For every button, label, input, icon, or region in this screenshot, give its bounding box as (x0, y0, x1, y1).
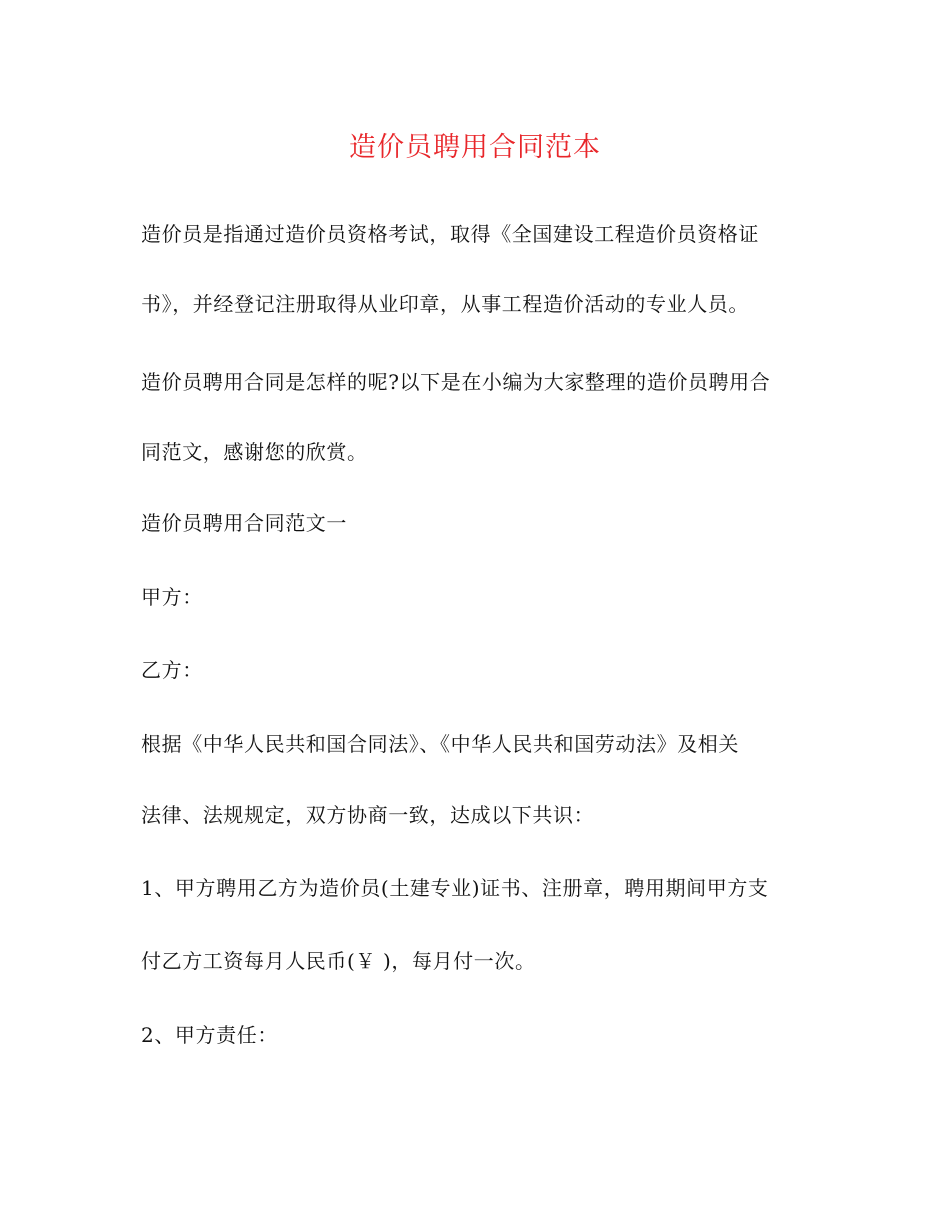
section-heading: 造价员聘用合同范文一 (141, 511, 347, 535)
clause-1-line-2: 付乙方工资每月人民币(￥ )，每月付一次。 (141, 949, 536, 973)
clause-1-line-1: 1、甲方聘用乙方为造价员(土建专业)证书、注册章，聘用期间甲方支 (141, 876, 769, 900)
clause-2-heading: 2、甲方责任： (141, 1023, 278, 1047)
party-a-label: 甲方： (141, 585, 203, 609)
party-b-label: 乙方： (141, 658, 203, 682)
paragraph-line-2: 书》，并经登记注册取得从业印章，从事工程造价活动的专业人员。 (141, 292, 749, 316)
paragraph-line-1: 造价员是指通过造价员资格考试，取得《全国建设工程造价员资格证 (141, 222, 759, 246)
paragraph-line-4: 同范文，感谢您的欣赏。 (141, 440, 368, 464)
document-title: 造价员聘用合同范本 (349, 132, 601, 163)
paragraph-line-6: 法律、法规规定，双方协商一致，达成以下共识： (141, 803, 595, 827)
paragraph-line-5: 根据《中华人民共和国合同法》、《中华人民共和国劳动法》及相关 (141, 732, 739, 756)
paragraph-line-3: 造价员聘用合同是怎样的呢?以下是在小编为大家整理的造价员聘用合 (141, 370, 771, 394)
